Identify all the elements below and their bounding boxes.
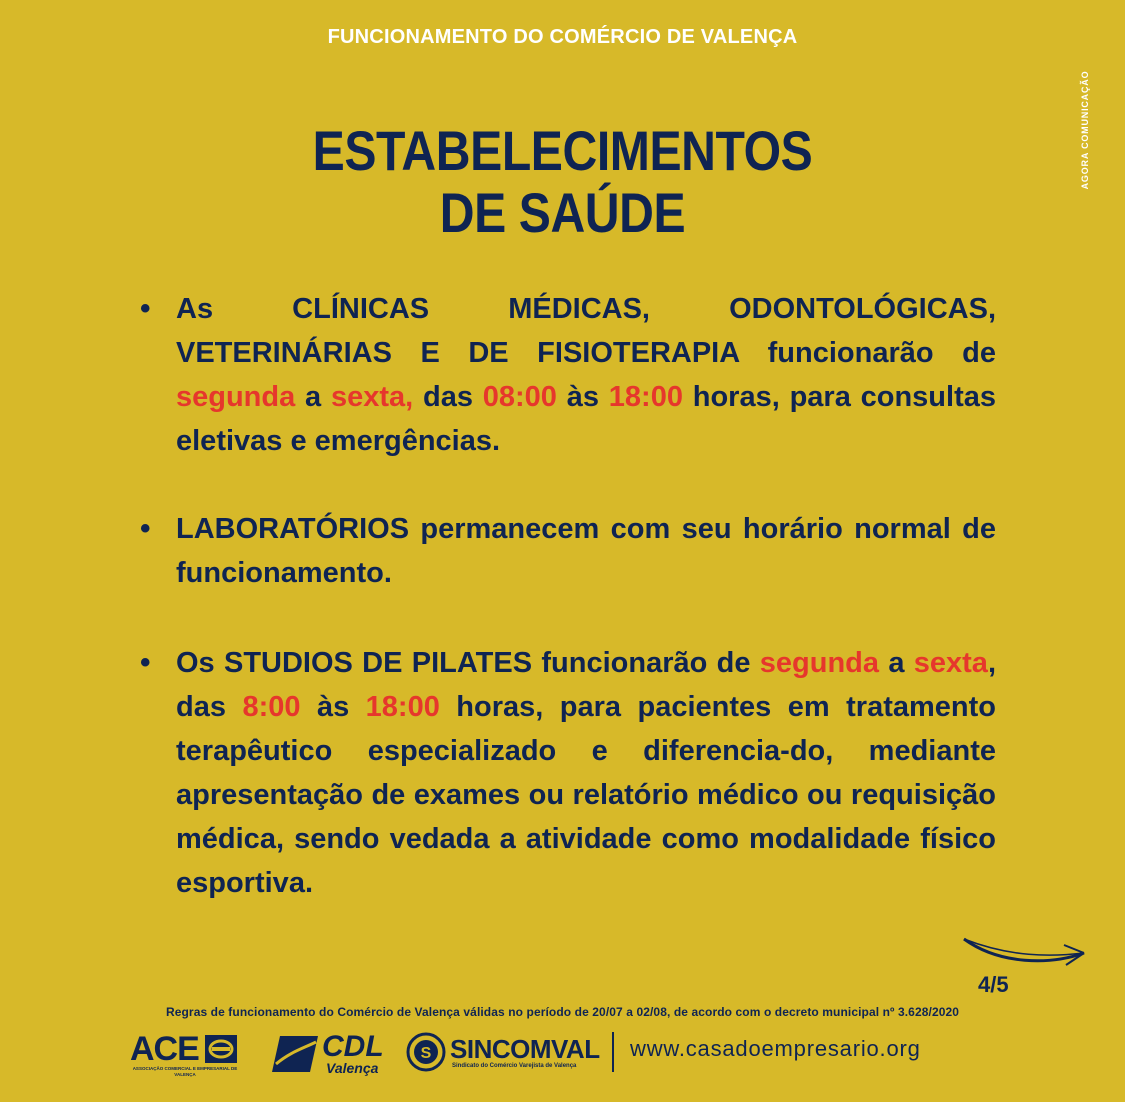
logo-divider bbox=[612, 1032, 614, 1072]
sincomval-emblem-icon bbox=[406, 1032, 446, 1072]
agency-credit-text: AGORA COMUNICAÇÃO bbox=[1080, 70, 1090, 190]
cdl-logo bbox=[270, 1030, 390, 1085]
body-text: horas, para consultas eletivas e emergências. bbox=[176, 381, 996, 457]
body-text: das bbox=[413, 381, 483, 413]
agency-credit bbox=[1075, 60, 1095, 200]
bullet-text bbox=[176, 641, 996, 905]
bullet-dot: • bbox=[140, 512, 151, 545]
sincomval-subtitle: Sindicato do Comércio Varejista de Valença bbox=[452, 1063, 577, 1069]
page-indicator: 4/5 bbox=[978, 972, 1009, 997]
ace-subtitle: ASSOCIAÇÃO COMERCIAL E EMPRESARIAL DE VALENÇA bbox=[132, 1066, 238, 1077]
highlighted-text: 08:00 bbox=[482, 381, 557, 413]
rules-footnote: Regras de funcionamento do Comércio de Valença válidas no período de 20/07 a 02/08, de acordo com o decreto municipal nº 3.628/2020 bbox=[165, 1005, 960, 1019]
body-text: LABORATÓRIOS permanecem com seu horário normal de funcionamento. bbox=[176, 513, 996, 589]
highlighted-text: segunda bbox=[176, 381, 296, 413]
sponsor-logos bbox=[130, 1030, 1010, 1085]
bullet-dot: • bbox=[140, 646, 151, 679]
header-title: FUNCIONAMENTO DO COMÉRCIO DE VALENÇA bbox=[327, 26, 798, 48]
cdl-emblem-icon bbox=[270, 1034, 320, 1074]
bullet-text bbox=[176, 507, 996, 595]
bullet-dot: • bbox=[140, 292, 151, 325]
ace-name: ACE bbox=[130, 1030, 199, 1068]
sincomval-logo bbox=[406, 1030, 606, 1085]
body-text: a bbox=[295, 381, 331, 413]
body-text: a bbox=[879, 647, 914, 679]
cdl-subtitle: Valença bbox=[326, 1060, 379, 1076]
highlighted-text: 18:00 bbox=[365, 691, 440, 723]
title-line-1: ESTABELECIMENTOS bbox=[312, 119, 813, 182]
page-title bbox=[79, 120, 1047, 244]
title-line-2: DE SAÚDE bbox=[439, 181, 686, 244]
bullet-text bbox=[176, 287, 996, 463]
sincomval-name: SINCOMVAL bbox=[450, 1034, 600, 1064]
body-text: às bbox=[556, 381, 609, 413]
highlighted-text: 8:00 bbox=[242, 691, 301, 723]
body-text: horas, para pacientes em tratamento terapêutico especializado e diferencia-do, mediante apresentação de exames ou relatório médico ou requisição médica, sendo vedada a atividade como modalidade físico esportiva. bbox=[176, 691, 996, 899]
highlighted-text: sexta bbox=[913, 647, 988, 679]
highlighted-text: segunda bbox=[759, 647, 880, 679]
svg-text:S: S bbox=[420, 1045, 432, 1062]
cdl-name: CDL bbox=[322, 1030, 384, 1063]
highlighted-text: 18:00 bbox=[608, 381, 683, 413]
body-text: às bbox=[300, 691, 366, 723]
website-link[interactable]: www.casadoempresario.org bbox=[630, 1036, 921, 1061]
body-text: Os STUDIOS DE PILATES funcionarão de bbox=[176, 647, 760, 679]
ace-logo bbox=[130, 1030, 240, 1085]
body-text: As CLÍNICAS MÉDICAS, ODONTOLÓGICAS, VETERINÁRIAS E DE FISIOTERAPIA funcionarão de bbox=[176, 293, 996, 369]
body-text: , das bbox=[176, 647, 996, 723]
highlighted-text: sexta, bbox=[330, 381, 414, 413]
ace-emblem-icon bbox=[204, 1034, 238, 1064]
